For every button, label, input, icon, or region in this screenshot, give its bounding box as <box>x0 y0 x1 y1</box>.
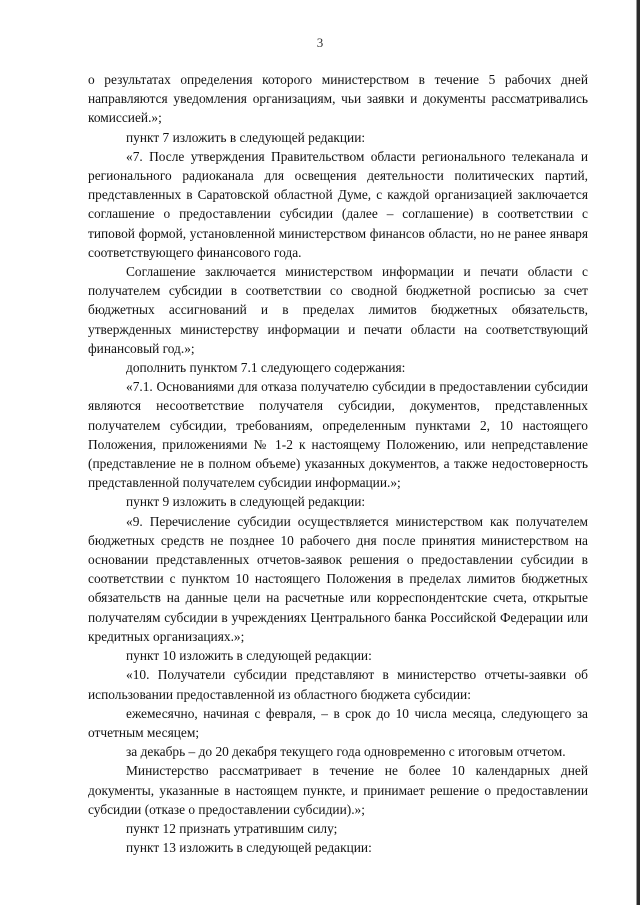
paragraph: пункт 10 изложить в следующей редакции: <box>126 648 372 664</box>
paragraph: дополнить пунктом 7.1 следующего содержания: <box>126 360 406 376</box>
paragraph: «10. Получатели субсидии представляют в министерство отчеты-заявки об использовании предоставленной из областного бюджета субсидии: <box>88 667 588 702</box>
paragraph: пункт 13 изложить в следующей редакции: <box>126 840 372 856</box>
paragraph: «7.1. Основаниями для отказа получателю субсидии в предоставлении субсидии являются несоответствие получателя субсидии, документов, представленных получателем субсидии, требованиям, определенным пунктами 2, 10 настоящего Положения, приложениями № 1-2 к настоящему Положению, или непредставление (представление не в полном объеме) указанных документов, а также недостоверность представленной получателем субсидии информации.»; <box>88 379 588 491</box>
paragraph: пункт 12 признать утратившим силу; <box>126 820 338 836</box>
paragraph: «9. Перечисление субсидии осуществляется министерством как получателем бюджетных средств не позднее 10 рабочего дня после принятия министерством на основании представленных отчетов-заявок решения о предоставлении субсидии в соответствии с пунктом 10 настоящего Положения в пределах лимитов бюджетных обязательств на данные цели на расчетные или корреспондентские счета, открытые получателям субсидии в учреждениях Центрального банка Российской Федерации или кредитных организациях.»; <box>88 513 588 644</box>
paragraph: Соглашение заключается министерством информации и печати области с получателем субсидии в соответствии со сводной бюджетной росписью за счет бюджетных ассигнований и в пределах лимитов бюджетных обязательств, утвержденных министерству информации и печати области на соответствующий финансовый год.»; <box>88 264 588 356</box>
page-number: 3 <box>316 35 324 50</box>
document-body <box>88 70 588 857</box>
paragraph: Министерство рассматривает в течение не более 10 календарных дней документы, указанные в настоящем пункте, и принимает решение о предоставлении субсидии (отказе о предоставлении субсидии).»; <box>88 763 588 817</box>
paragraph: «7. После утверждения Правительством области регионального телеканала и регионального радиоканала для освещения деятельности политических партий, представленных в Саратовской областной Думе, с каждой организацией заключается соглашение о предоставлении субсидии (далее – соглашение) в соответствии с типовой формой, установленной министерством финансов области, но не ранее января соответствующего финансового года. <box>88 148 588 260</box>
paragraph: о результатах определения которого министерством в течение 5 рабочих дней направляются уведомления организациям, чьи заявки и документы рассматривались комиссией.»; <box>88 72 588 126</box>
paragraph: за декабрь – до 20 декабря текущего года одновременно с итоговым отчетом. <box>126 744 566 760</box>
paragraph: ежемесячно, начиная с февраля, – в срок до 10 числа месяца, следующего за отчетным месяцем; <box>88 705 588 740</box>
paragraph: пункт 9 изложить в следующей редакции: <box>126 494 366 510</box>
paragraph: пункт 7 изложить в следующей редакции: <box>126 129 366 145</box>
